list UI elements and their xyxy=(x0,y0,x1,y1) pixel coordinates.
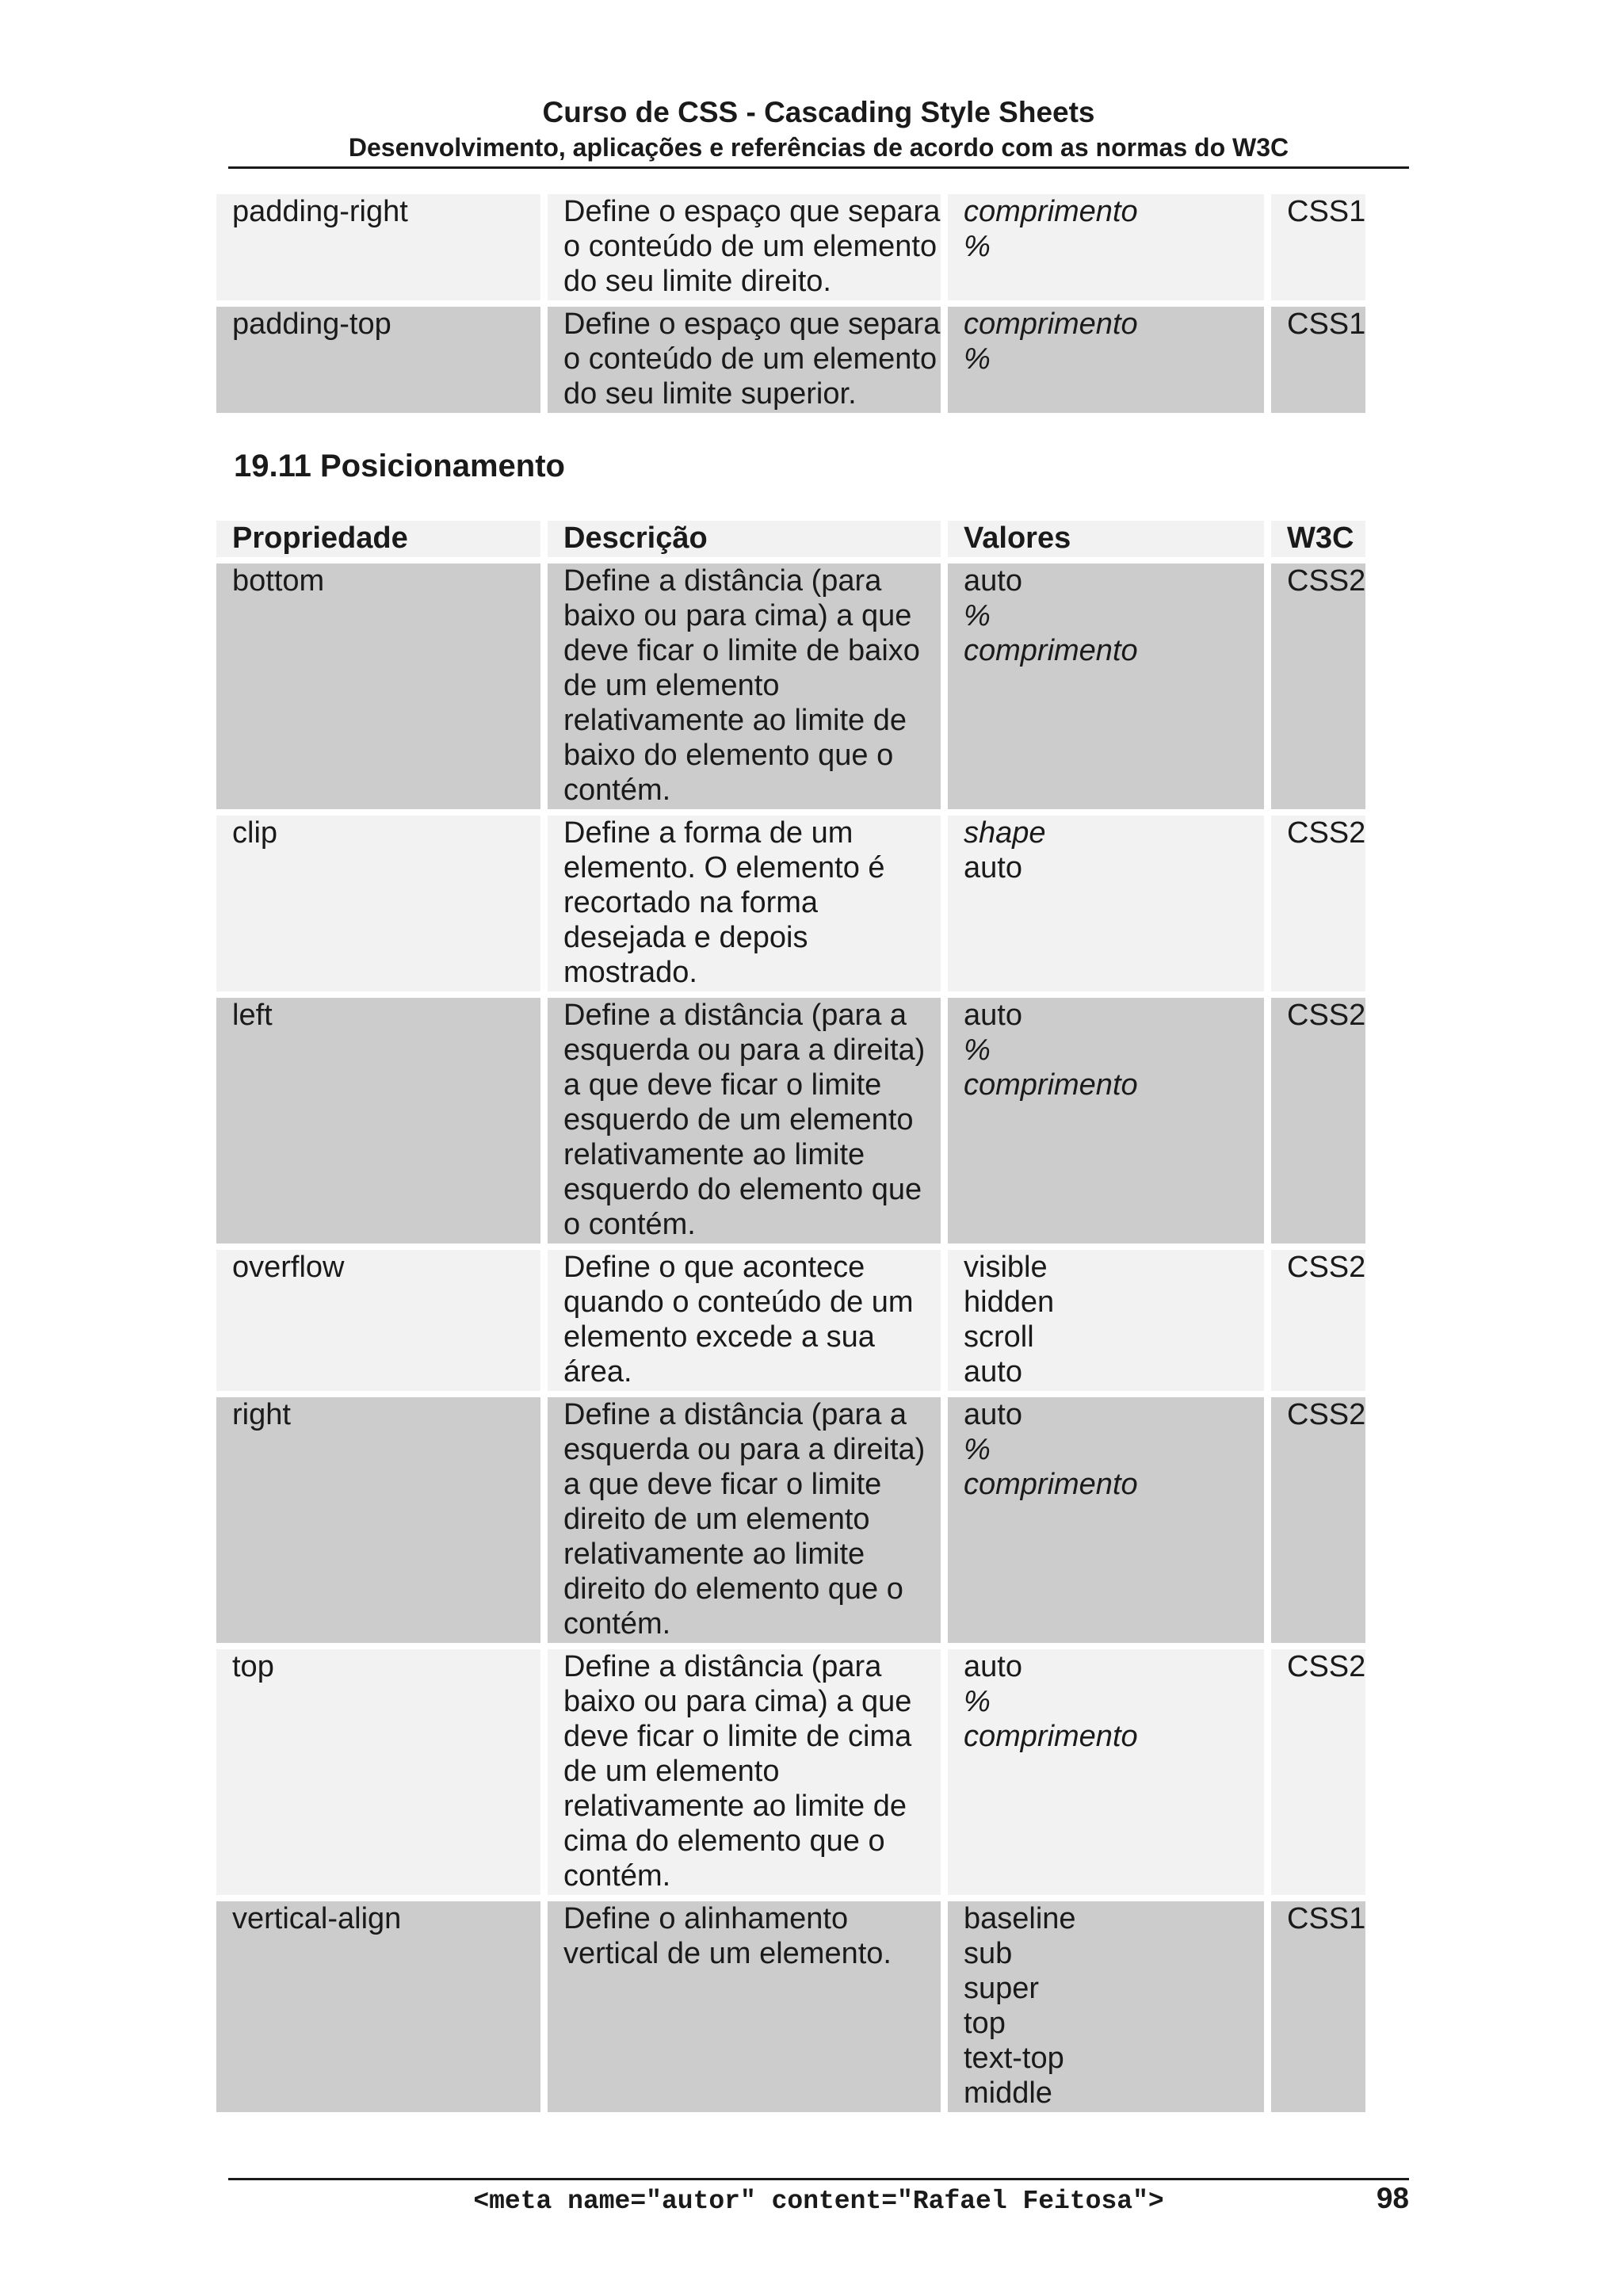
column-header: Valores xyxy=(948,521,1264,557)
table-row xyxy=(216,194,1365,300)
value-item: shape xyxy=(964,816,1046,850)
value-item: sub xyxy=(964,1937,1013,1970)
table-row xyxy=(216,1649,1365,1895)
description-line: relativamente ao limite de xyxy=(563,704,907,737)
footer-divider xyxy=(228,2178,1409,2180)
table-row xyxy=(216,1250,1365,1391)
description-line: relativamente ao limite xyxy=(563,1538,865,1571)
description-line: baixo ou para cima) a que xyxy=(563,1685,912,1718)
values-cell xyxy=(948,1649,1264,1895)
description-line: esquerdo de um elemento xyxy=(563,1103,914,1137)
description-line: quando o conteúdo de um xyxy=(563,1286,914,1319)
property-cell: padding-top xyxy=(216,307,540,413)
values-cell xyxy=(948,563,1264,809)
description-line: deve ficar o limite de cima xyxy=(563,1720,912,1753)
values-cell xyxy=(948,1901,1264,2112)
description-line: Define a distância (para xyxy=(563,564,882,598)
description-cell xyxy=(548,1649,941,1895)
value-item: text-top xyxy=(964,2042,1064,2075)
description-line: Define o que acontece xyxy=(563,1251,865,1284)
value-item: auto xyxy=(964,999,1022,1032)
w3c-cell: CSS2 xyxy=(1271,1649,1365,1895)
description-line: baixo ou para cima) a que xyxy=(563,599,912,632)
header-divider xyxy=(228,166,1409,169)
property-cell: vertical-align xyxy=(216,1901,540,2112)
description-line: esquerdo do elemento que xyxy=(563,1173,922,1206)
w3c-cell: CSS2 xyxy=(1271,563,1365,809)
description-line: elemento excede a sua xyxy=(563,1320,875,1354)
padding-properties-table xyxy=(209,188,1373,419)
value-item: scroll xyxy=(964,1320,1034,1354)
value-item: comprimento xyxy=(964,308,1138,341)
footer-meta-text: <meta name="autor" content="Rafael Feitosa"> xyxy=(473,2187,1164,2216)
description-line: mostrado. xyxy=(563,956,697,989)
description-line: o conteúdo de um elemento xyxy=(563,230,938,263)
description-line: cima do elemento que o xyxy=(563,1824,885,1858)
value-item: super xyxy=(964,1972,1040,2005)
description-cell xyxy=(548,1397,941,1643)
property-cell: bottom xyxy=(216,563,540,809)
description-line: esquerda ou para a direita) xyxy=(563,1433,926,1466)
value-item: baseline xyxy=(964,1902,1076,1935)
w3c-cell: CSS2 xyxy=(1271,816,1365,991)
description-cell xyxy=(548,816,941,991)
value-item: auto xyxy=(964,1650,1022,1683)
table-row xyxy=(216,816,1365,991)
description-cell xyxy=(548,998,941,1244)
property-cell: left xyxy=(216,998,540,1244)
values-cell xyxy=(948,1397,1264,1643)
page-number: 98 xyxy=(1376,2182,1409,2214)
value-item: comprimento xyxy=(964,1720,1138,1753)
description-line: recortado na forma xyxy=(563,886,819,919)
description-line: direito de um elemento xyxy=(563,1503,870,1536)
value-item: auto xyxy=(964,851,1022,884)
w3c-cell: CSS2 xyxy=(1271,1250,1365,1391)
description-line: Define a forma de um xyxy=(563,816,854,850)
description-cell xyxy=(548,307,941,413)
value-item: % xyxy=(964,599,991,632)
column-header: Descrição xyxy=(548,521,941,557)
description-line: direito do elemento que o xyxy=(563,1572,903,1606)
table-row xyxy=(216,1397,1365,1643)
description-line: Define o espaço que separa xyxy=(563,195,941,228)
description-line: Define a distância (para a xyxy=(563,999,907,1032)
value-item: auto xyxy=(964,1398,1022,1431)
description-line: elemento. O elemento é xyxy=(563,851,885,884)
description-line: contém. xyxy=(563,1859,671,1893)
value-item: % xyxy=(964,230,991,263)
w3c-cell: CSS1 xyxy=(1271,194,1365,300)
value-item: comprimento xyxy=(964,1068,1138,1102)
page-header xyxy=(228,94,1409,163)
description-line: deve ficar o limite de baixo xyxy=(563,634,920,667)
document-subtitle: Desenvolvimento, aplicações e referências de acordo com as normas do W3C xyxy=(348,133,1289,162)
value-item: auto xyxy=(964,564,1022,598)
section-title: 19.11 Posicionamento xyxy=(234,449,565,483)
description-line: baixo do elemento que o xyxy=(563,739,894,772)
description-line: o conteúdo de um elemento xyxy=(563,342,938,376)
description-line: do seu limite superior. xyxy=(563,377,857,411)
description-line: desejada e depois xyxy=(563,921,808,954)
value-item: % xyxy=(964,342,991,376)
description-line: contém. xyxy=(563,1607,671,1641)
description-cell xyxy=(548,194,941,300)
description-line: de um elemento xyxy=(563,669,780,702)
table-row xyxy=(216,998,1365,1244)
description-line: a que deve ficar o limite xyxy=(563,1068,882,1102)
w3c-cell: CSS2 xyxy=(1271,1397,1365,1643)
description-line: vertical de um elemento. xyxy=(563,1937,892,1970)
description-line: Define a distância (para a xyxy=(563,1398,907,1431)
values-cell xyxy=(948,307,1264,413)
w3c-cell: CSS1 xyxy=(1271,307,1365,413)
property-cell: padding-right xyxy=(216,194,540,300)
description-line: Define a distância (para xyxy=(563,1650,882,1683)
value-item: comprimento xyxy=(964,634,1138,667)
property-cell: top xyxy=(216,1649,540,1895)
value-item: middle xyxy=(964,2076,1052,2110)
values-cell xyxy=(948,816,1264,991)
description-line: Define o alinhamento xyxy=(563,1902,849,1935)
value-item: comprimento xyxy=(964,195,1138,228)
values-cell xyxy=(948,998,1264,1244)
values-cell xyxy=(948,1250,1264,1391)
w3c-cell: CSS2 xyxy=(1271,998,1365,1244)
value-item: comprimento xyxy=(964,1468,1138,1501)
table-row xyxy=(216,1901,1365,2112)
w3c-cell: CSS1 xyxy=(1271,1901,1365,2112)
value-item: visible xyxy=(964,1251,1048,1284)
description-line: relativamente ao limite xyxy=(563,1138,865,1171)
description-line: área. xyxy=(563,1355,632,1389)
table-row xyxy=(216,307,1365,413)
property-cell: overflow xyxy=(216,1250,540,1391)
description-line: a que deve ficar o limite xyxy=(563,1468,882,1501)
description-line: o contém. xyxy=(563,1208,696,1241)
description-cell xyxy=(548,1901,941,2112)
value-item: auto xyxy=(964,1355,1022,1389)
description-line: Define o espaço que separa xyxy=(563,308,941,341)
description-cell xyxy=(548,1250,941,1391)
document-title: Curso de CSS - Cascading Style Sheets xyxy=(542,96,1095,128)
value-item: top xyxy=(964,2007,1006,2040)
value-item: hidden xyxy=(964,1286,1055,1319)
value-item: % xyxy=(964,1685,991,1718)
property-cell: right xyxy=(216,1397,540,1643)
description-line: relativamente ao limite de xyxy=(563,1790,907,1823)
description-line: esquerda ou para a direita) xyxy=(563,1033,926,1067)
column-header: Propriedade xyxy=(216,521,540,557)
value-item: % xyxy=(964,1433,991,1466)
values-cell xyxy=(948,194,1264,300)
table-header-row xyxy=(216,521,1365,557)
value-item: % xyxy=(964,1033,991,1067)
column-header: W3C xyxy=(1271,521,1365,557)
description-cell xyxy=(548,563,941,809)
property-cell: clip xyxy=(216,816,540,991)
positioning-properties-table xyxy=(209,514,1373,2118)
description-line: do seu limite direito. xyxy=(563,265,831,298)
description-line: de um elemento xyxy=(563,1755,780,1788)
table-row xyxy=(216,563,1365,809)
description-line: contém. xyxy=(563,774,671,807)
